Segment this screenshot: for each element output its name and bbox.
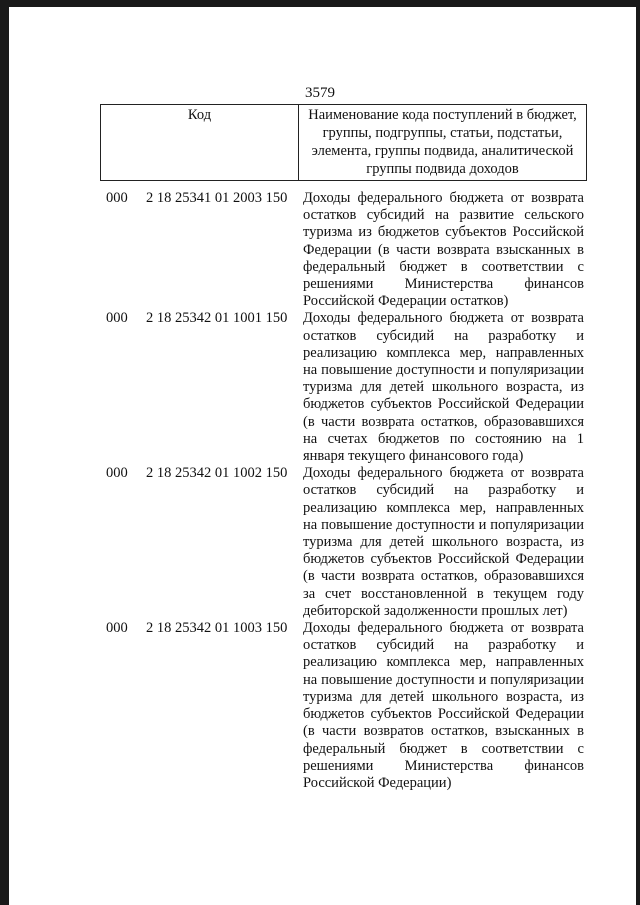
income-code: 2 18 25342 01 1003 150: [146, 620, 288, 637]
table-header: [100, 104, 587, 181]
income-code-list: [0, 190, 640, 792]
admin-code: 000: [106, 465, 128, 482]
admin-code: 000: [106, 310, 128, 327]
income-description: Доходы федерального бюджета от возврата остатков субсидий на разработку и реализацию комплекса мер, направленных на повышение доступности и популяризации туризма для детей школьного возраста, из бюджетов субъектов Российской Федерации (в части возвратов остатков, взысканных в федеральный бюджет в соответствии с решениями Министерства финансов Российской Федерации): [303, 620, 584, 791]
header-name-cell: Наименование кода поступлений в бюджет, группы, подгруппы, статьи, подстатьи, элемента, группы подвида, аналитической группы подвида доходов: [299, 105, 587, 181]
income-description: Доходы федерального бюджета от возврата остатков субсидий на разработку и реализацию комплекса мер, направленных на повышение доступности и популяризации туризма для детей школьного возраста, из бюджетов субъектов Российской Федерации (в части возврата остатков, образовавшихся на счетах бюджетов по состоянию на 1 января текущего финансового года): [303, 310, 584, 465]
scan-border-top: [0, 0, 640, 7]
income-code: 2 18 25342 01 1002 150: [146, 465, 288, 482]
admin-code: 000: [106, 620, 128, 637]
income-description: Доходы федерального бюджета от возврата остатков субсидий на развитие сельского туризма из бюджетов субъектов Российской Федерации (в части возврата взысканных в федеральный бюджет в соответствии с решениями Министерства финансов Российской Федерации остатков): [303, 190, 584, 310]
page-number: 3579: [305, 85, 335, 101]
admin-code: 000: [106, 190, 128, 206]
header-code-cell: Код: [101, 105, 299, 181]
table-row: [0, 620, 640, 792]
income-code: 2 18 25342 01 1001 150: [146, 310, 288, 327]
table-row: [0, 310, 640, 465]
table-row: [0, 190, 640, 310]
table-row: [0, 465, 640, 620]
income-code: 2 18 25341 01 2003 150: [146, 190, 288, 206]
income-description: Доходы федерального бюджета от возврата остатков субсидий на разработку и реализацию комплекса мер, направленных на повышение доступности и популяризации туризма для детей школьного возраста, из бюджетов субъектов Российской Федерации (в части возврата остатков, образовавшихся за счет восстановленной в текущем году дебиторской задолженности прошлых лет): [303, 465, 584, 619]
